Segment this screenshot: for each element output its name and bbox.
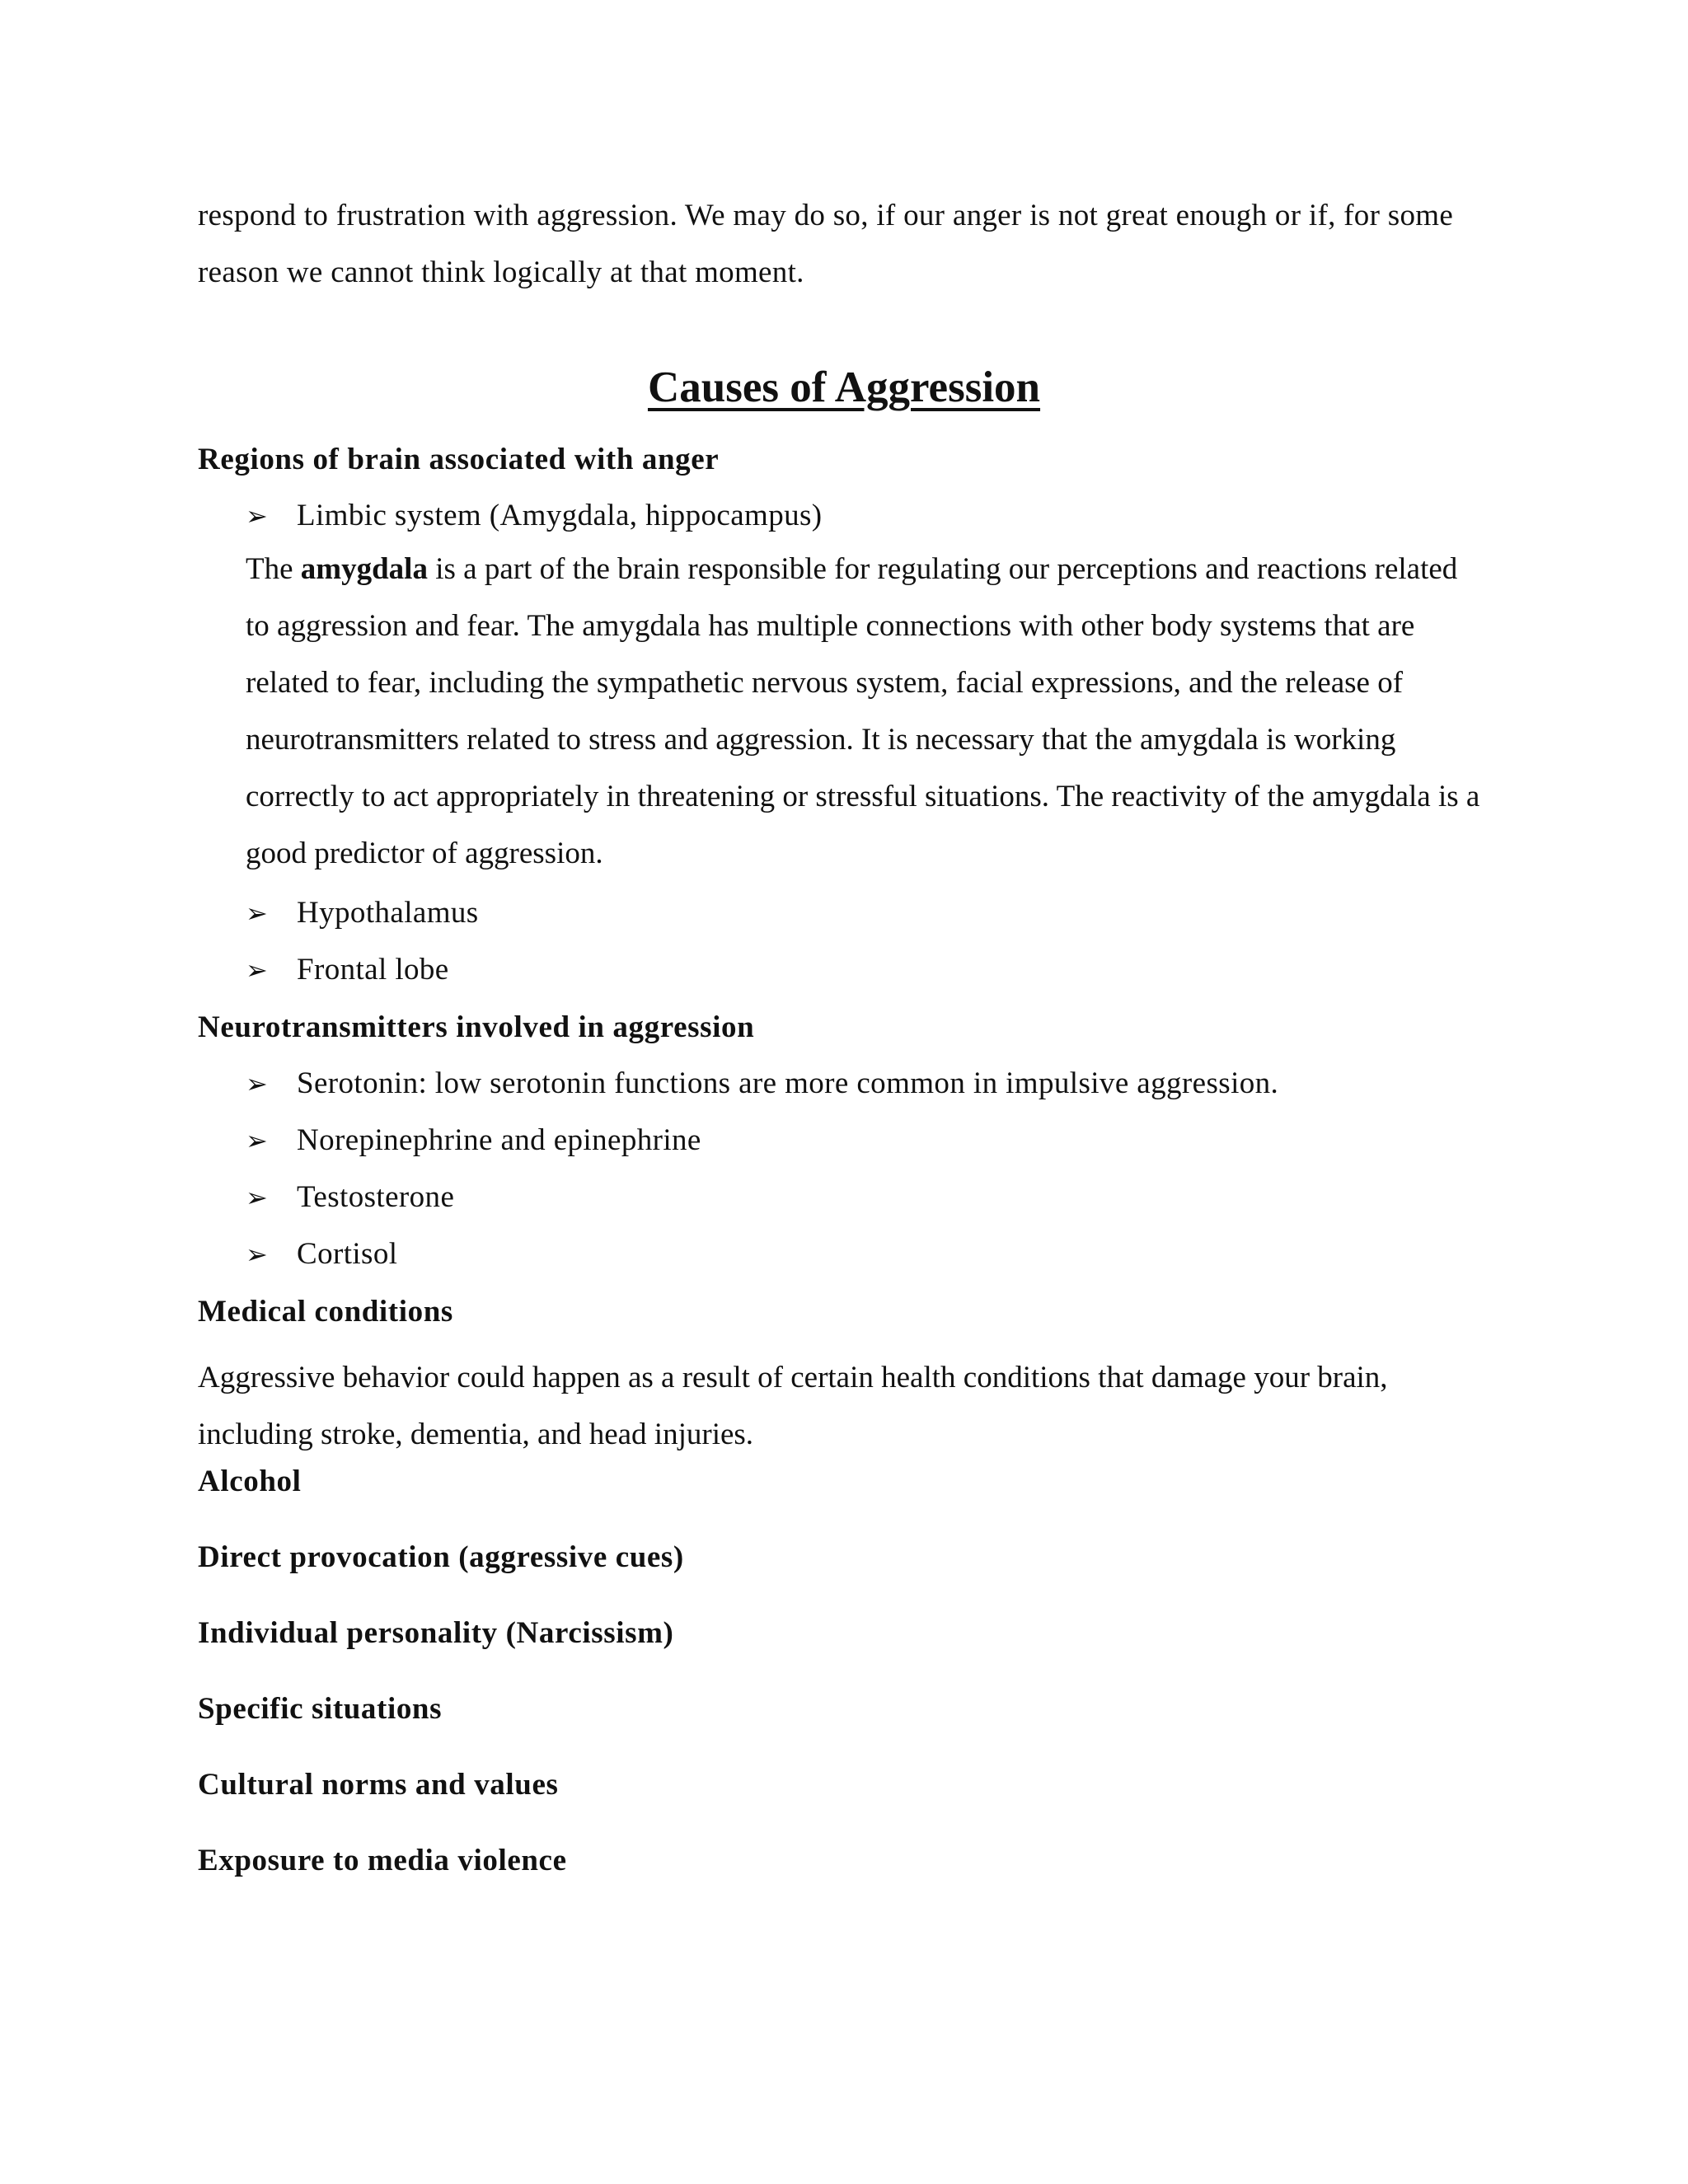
section-heading-individual-personality: Individual personality (Narcissism) [198,1616,674,1650]
bullet-item-limbic-system [246,498,823,533]
bullet-item-text: Norepinephrine and epinephrine [297,1123,701,1157]
bullet-item-text: Frontal lobe [297,953,449,987]
arrow-bullet-icon: ➢ [246,500,269,532]
bullet-item-hypothalamus [246,895,479,930]
bullet-item-frontal-lobe [246,952,449,987]
arrow-bullet-icon: ➢ [246,898,269,929]
bullet-item-text: Serotonin: low serotonin functions are more common in impulsive aggression. [297,1066,1279,1100]
page-title: Causes of Aggression [647,363,1041,411]
amygdala-bold-term: amygdala [300,552,428,586]
bullet-item-text: Testosterone [297,1180,455,1214]
medical-conditions-paragraph: Aggressive behavior could happen as a result of certain health conditions that damage your brain, including stroke, dementia, and head injuries. [198,1361,1388,1451]
section-heading-alcohol: Alcohol [198,1465,302,1498]
section-heading-media-violence: Exposure to media violence [198,1844,567,1877]
bullet-item-norepinephrine [246,1122,701,1158]
section-heading-medical-conditions: Medical conditions [198,1295,453,1329]
intro-paragraph: respond to frustration with aggression. We may do so, if our anger is not great enough or if, for some reason we cannot think logically at that moment. [198,199,1454,289]
bullet-item-text: Limbic system (Amygdala, hippocampus) [297,499,823,532]
section-heading-neurotransmitters: Neurotransmitters involved in aggression [198,1010,755,1044]
amygdala-body: is a part of the brain responsible for regulating our perceptions and reactions related to aggression and fear. The amygdala has multiple connections with other body systems that are related to fear, including the sympathetic nervous system, facial expressions, and the release of neurotransmitters related to stress and aggression. It is necessary that the amygdala is working correctly to act appropriately in threatening or stressful situations. The reactivity of the amygdala is a good predictor of aggression. [246,552,1480,870]
section-heading-brain-regions: Regions of brain associated with anger [198,443,720,476]
section-heading-specific-situations: Specific situations [198,1692,443,1726]
arrow-bullet-icon: ➢ [246,1182,269,1213]
arrow-bullet-icon: ➢ [246,954,269,986]
section-heading-cultural-norms: Cultural norms and values [198,1768,559,1802]
arrow-bullet-icon: ➢ [246,1125,269,1156]
bullet-item-cortisol [246,1236,397,1272]
amygdala-paragraph [246,541,1482,882]
bullet-item-text: Hypothalamus [297,896,479,930]
bullet-item-serotonin [246,1066,1278,1101]
arrow-bullet-icon: ➢ [246,1239,269,1270]
bullet-item-text: Cortisol [297,1237,398,1271]
arrow-bullet-icon: ➢ [246,1068,269,1099]
amygdala-prefix: The [246,552,301,586]
bullet-item-testosterone [246,1179,454,1215]
section-heading-direct-provocation: Direct provocation (aggressive cues) [198,1540,684,1574]
